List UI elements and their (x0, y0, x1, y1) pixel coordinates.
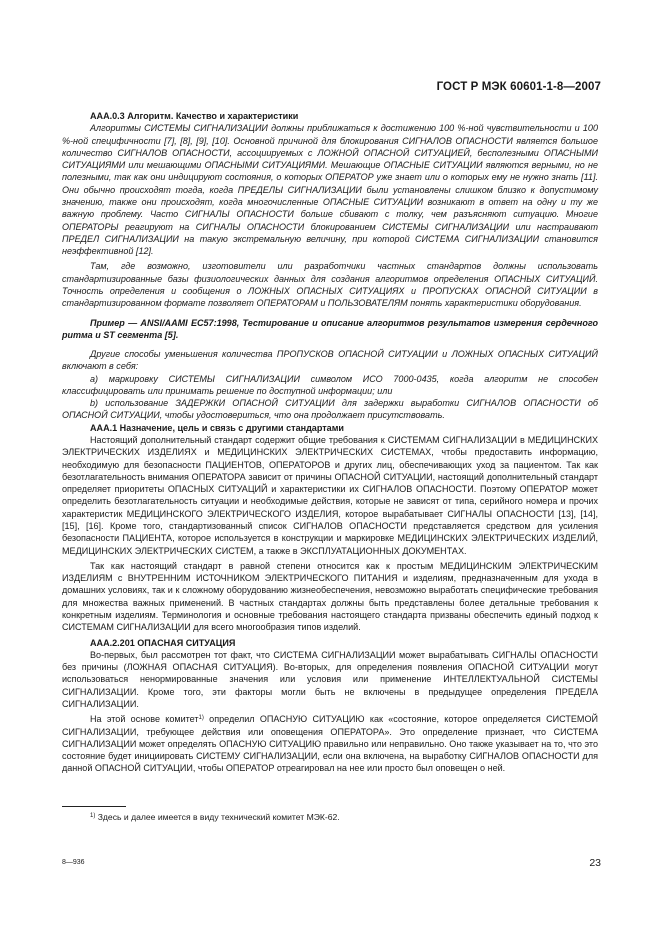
print-code: 8—936 (62, 859, 85, 866)
document-id: ГОСТ Р МЭК 60601-1-8—2007 (436, 81, 601, 93)
footnote (90, 812, 340, 822)
footnote-reference[interactable]: 1) (198, 715, 204, 722)
paragraph: Другие способы уменьшения количества ПРОПУСКОВ ОПАСНОЙ СИТУАЦИИ и ЛОЖНЫХ ОПАСНЫХ СИТУАЦИЙ включают в себя: (62, 349, 598, 372)
footnote-mark: 1) (90, 813, 96, 819)
footnote-separator (62, 806, 126, 807)
paragraph-with-footnote-ref (62, 713, 598, 774)
paragraph: Алгоритмы СИСТЕМЫ СИГНАЛИЗАЦИИ должны приближаться к достижению 100 %-ной чувствительности и 100 %-ной специфичности [7], [8], [9], [10]. Основной причиной для блокирования СИГНАЛОВ ОПАСНОСТИ является большое количество СИГНАЛОВ ОПАСНОСТИ, ассоциируемых с ЛОЖНОЙ ОПАСНОЙ СИТУАЦИЕЙ, бесполезными ОПАСНЫМИ СИТУАЦИЯМИ или мешающими ОПАСНЫМИ СИТУАЦИЯМИ. Мешающие ОПАСНЫЕ СИТУАЦИИ являются верными, но не полезными, так как они индицируют состояния, о которых ОПЕРАТОР уже знает или о которых ему не нужно знать [11]. Они обычно происходят тогда, когда ПРЕДЕЛЫ СИГНАЛИЗАЦИИ были установлены слишком близко к допустимому значению, также они происходят, когда многочисленные ОПАСНЫЕ СИТУАЦИИ возникают в ответ на одну и ту же важную проблему. Часто СИГНАЛЫ ОПАСНОСТИ больше сбивают с толку, чем разъясняют ситуацию. Многие ОПЕРАТОРЫ реагируют на СИГНАЛЫ ОПАСНОСТИ блокированием СИСТЕМЫ СИГНАЛИЗАЦИИ или настраивают ПРЕДЕЛ СИГНАЛИЗАЦИИ на такую экстремальную величину, при которой СИСТЕМА СИГНАЛИЗАЦИИ становится неэффективной [12]. (62, 123, 598, 257)
page-body (62, 110, 598, 775)
footnote-text: Здесь и далее имеется в виду технический комитет МЭК-62. (95, 812, 340, 822)
list-item-a: a) маркировку СИСТЕМЫ СИГНАЛИЗАЦИИ символом ИСО 7000-0435, когда алгоритм не способен классифицировать или принимать решение по доступной информации; или (62, 373, 598, 396)
section-heading-aaa1: ААА.1 Назначение, цель и связь с другими стандартами (90, 422, 344, 433)
page-number: 23 (589, 857, 601, 869)
list-item-b: b) использование ЗАДЕРЖКИ ОПАСНОЙ СИТУАЦИИ для задержки выработки СИГНАЛОВ ОПАСНОСТИ об ОПАСНОЙ СИТУАЦИИ, чтобы удостовериться, что она продолжает присутствовать. (62, 398, 598, 421)
paragraph-text: определил ОПАСНУЮ СИТУАЦИЮ как «состояние, которое определяется СИСТЕМОЙ СИГНАЛИЗАЦИИ, требующее действия или оповещения ОПЕРАТОРА». Это определение признает, что СИСТЕМА СИГНАЛИЗАЦИИ может определять ОПАСНУЮ СИТУАЦИЮ правильно или неправильно. Оно также указывает на то, что это состояние будет инициировать СИСТЕМУ СИГНАЛИЗАЦИИ, если она включена, на выработку СИГНАЛОВ ОПАСНОСТИ для данной ОПАСНОЙ СИТУАЦИИ, чтобы ОПЕРАТОР отреагировал на нее или просто был оповещен о ней. (62, 714, 598, 774)
paragraph: Во-первых, был рассмотрен тот факт, что СИСТЕМА СИГНАЛИЗАЦИИ может вырабатывать СИГНАЛЫ ОПАСНОСТИ без причины (ЛОЖНАЯ ОПАСНАЯ СИТУАЦИЯ). Во-вторых, для определения появления ОПАСНОЙ СИТУАЦИИ могут использоваться ненормированные значения или условия или применение ИНТЕЛЛЕКТУАЛЬНОЙ СИСТЕМЫ СИГНАЛИЗАЦИИ. Кроме того, эти факторы могли быть не включены в предыдущее определения ПРЕДЕЛА СИГНАЛИЗАЦИИ. (62, 649, 598, 709)
example-text: Пример — ANSI/AAMI EC57:1998, Тестирование и описание алгоритмов результатов измерения сердечного ритма и ST сегмента [5]. (62, 317, 598, 340)
section-heading-aaa2201: ААА.2.201 ОПАСНАЯ СИТУАЦИЯ (90, 637, 236, 648)
section-heading-aaa03: ААА.0.3 Алгоритм. Качество и характеристики (90, 111, 299, 121)
paragraph: Так как настоящий стандарт в равной степени относится как к простым МЕДИЦИНСКИМ ЭЛЕКТРИЧЕСКИМ ИЗДЕЛИЯМ с ВНУТРЕННИМ ИСТОЧНИКОМ ЭЛЕКТРИЧЕСКОГО ПИТАНИЯ и изделиям, предназначенным для ухода в домашних условиях, так и к сложному оборудованию жизнеобеспечения, невозможно выработать специфические требования для множества важных применений. В частных стандартах должны быть представлены более детальные требования к конкретным изделиям. Терминология и основные требования настоящего стандарта призваны обеспечить единый подход к СИСТЕМАМ СИГНАЛИЗАЦИИ для всего многообразия типов изделий. (62, 560, 598, 633)
paragraph: Там, где возможно, изготовители или разработчики частных стандартов должны использовать стандартизированные базы физиологических данных для создания алгоритмов определения ОПАСНЫХ СИТУАЦИЙ. Точность определения и сообщения о ЛОЖНЫХ ОПАСНЫХ СИТУАЦИЯХ и ПРОПУСКАХ ОПАСНОЙ СИТУАЦИИ в стандартизированном формате позволяет ОПЕРАТОРАМ и ПОЛЬЗОВАТЕЛЯМ понять характеристики оборудования. (62, 261, 598, 309)
paragraph: Настоящий дополнительный стандарт содержит общие требования к СИСТЕМАМ СИГНАЛИЗАЦИИ в МЕДИЦИНСКИХ ЭЛЕКТРИЧЕСКИХ ИЗДЕЛИЯХ и МЕДИЦИНСКИХ ЭЛЕКТРИЧЕСКИХ СИСТЕМАХ, чтобы предоставить информацию, необходимую для безопасности ПАЦИЕНТОВ, ОПЕРАТОРОВ и других лиц, обеспечивающих уход за пациентом. Так как безотлагательность внимания ОПЕРАТОРА зависит от причины ОПАСНОЙ СИТУАЦИИ, настоящий дополнительный стандарт определяет приоритеты ОПАСНЫХ СИТУАЦИЙ и характеристики их СИГНАЛОВ ОПАСНОСТИ. Поэтому ОПЕРАТОР может определить безотлагательность ситуации и необходимые действия, которые не зависят от типа, серийного номера и прочих характеристик МЕДИЦИНСКОГО ЭЛЕКТРИЧЕСКОГО ИЗДЕЛИЯ, которое вырабатывает СИГНАЛЫ ОПАСНОСТИ [13], [14], [15], [16]. Кроме того, стандартизованный список СИГНАЛОВ ОПАСНОСТИ представляется средством для усиления безопасности ПАЦИЕНТА, которое используется в конструкции и маркировке МЕДИЦИНСКИХ ЭЛЕКТРИЧЕСКИХ ИЗДЕЛИЙ, МЕДИЦИНСКИХ ЭЛЕКТРИЧЕСКИХ СИСТЕМ, а также в ЭКСПЛУАТАЦИОННЫХ ДОКУМЕНТАХ. (62, 435, 598, 556)
paragraph-text: На этой основе комитет (90, 714, 199, 725)
example-note (62, 317, 598, 342)
